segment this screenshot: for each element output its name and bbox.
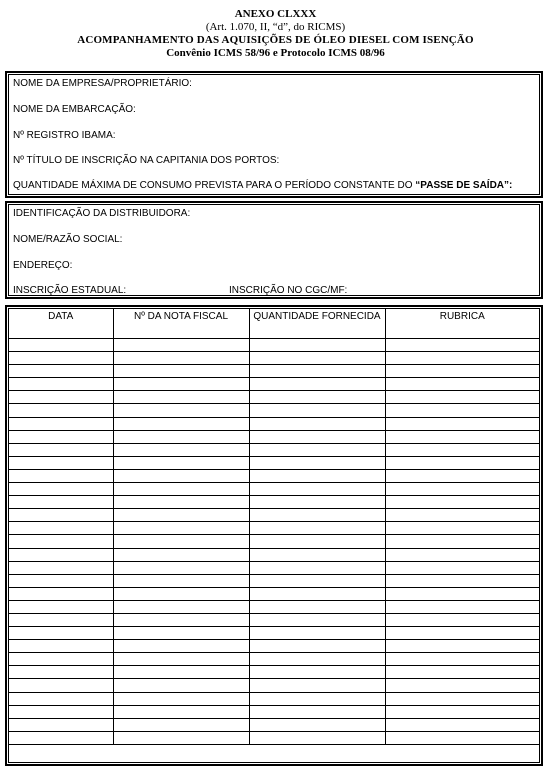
- table-row: [9, 430, 539, 443]
- quantity-cell[interactable]: [249, 352, 385, 365]
- signature-cell[interactable]: [385, 587, 539, 600]
- date-cell[interactable]: [9, 352, 113, 365]
- invoice-number-cell[interactable]: [113, 679, 249, 692]
- table-row: [9, 352, 539, 365]
- date-cell[interactable]: [9, 496, 113, 509]
- signature-cell[interactable]: [385, 679, 539, 692]
- date-cell[interactable]: [9, 443, 113, 456]
- quantity-cell[interactable]: [249, 718, 385, 731]
- signature-cell[interactable]: [385, 731, 539, 744]
- signature-cell[interactable]: [385, 430, 539, 443]
- table-row: [9, 496, 539, 509]
- invoice-number-cell[interactable]: [113, 535, 249, 548]
- table-row: [9, 705, 539, 718]
- date-cell[interactable]: [9, 640, 113, 653]
- signature-cell[interactable]: [385, 561, 539, 574]
- signature-cell[interactable]: [385, 627, 539, 640]
- date-cell[interactable]: [9, 679, 113, 692]
- date-cell[interactable]: [9, 378, 113, 391]
- invoice-number-cell[interactable]: [113, 731, 249, 744]
- cgc-registration-field[interactable]: INSCRIÇÃO NO CGC/MF:: [229, 285, 348, 296]
- max-consumption-colon: :: [509, 180, 513, 191]
- signature-cell[interactable]: [385, 548, 539, 561]
- distributor-name-field[interactable]: NOME/RAZÃO SOCIAL:: [13, 234, 123, 245]
- invoice-number-cell[interactable]: [113, 522, 249, 535]
- table-row: [9, 613, 539, 626]
- invoice-number-cell[interactable]: [113, 640, 249, 653]
- column-header-quantity: QUANTIDADE FORNECIDA: [249, 309, 385, 339]
- invoice-number-cell[interactable]: [113, 561, 249, 574]
- date-cell[interactable]: [9, 535, 113, 548]
- invoice-number-cell[interactable]: [113, 587, 249, 600]
- table-row: [9, 365, 539, 378]
- purchases-table-section: [5, 305, 543, 766]
- quantity-cell[interactable]: [249, 404, 385, 417]
- invoice-number-cell[interactable]: [113, 365, 249, 378]
- table-row: [9, 483, 539, 496]
- table-row: [9, 666, 539, 679]
- signature-cell[interactable]: [385, 496, 539, 509]
- quantity-cell[interactable]: [249, 692, 385, 705]
- quantity-cell[interactable]: [249, 430, 385, 443]
- exit-pass-emphasis: “PASSE DE SAÍDA”: [415, 180, 510, 191]
- date-cell[interactable]: [9, 469, 113, 482]
- invoice-number-cell[interactable]: [113, 692, 249, 705]
- signature-cell[interactable]: [385, 653, 539, 666]
- table-row: [9, 339, 539, 352]
- invoice-number-cell[interactable]: [113, 417, 249, 430]
- table-row: [9, 731, 539, 744]
- signature-cell[interactable]: [385, 391, 539, 404]
- invoice-number-cell[interactable]: [113, 600, 249, 613]
- invoice-number-cell[interactable]: [113, 443, 249, 456]
- table-row: [9, 692, 539, 705]
- table-row: [9, 535, 539, 548]
- table-row: [9, 391, 539, 404]
- table-row: [9, 509, 539, 522]
- date-cell[interactable]: [9, 339, 113, 352]
- invoice-number-cell[interactable]: [113, 456, 249, 469]
- quantity-cell[interactable]: [249, 548, 385, 561]
- quantity-cell[interactable]: [249, 339, 385, 352]
- date-cell[interactable]: [9, 483, 113, 496]
- quantity-cell[interactable]: [249, 496, 385, 509]
- signature-cell[interactable]: [385, 640, 539, 653]
- date-cell[interactable]: [9, 600, 113, 613]
- invoice-number-cell[interactable]: [113, 339, 249, 352]
- table-row: [9, 574, 539, 587]
- table-row: [9, 378, 539, 391]
- date-cell[interactable]: [9, 613, 113, 626]
- signature-cell[interactable]: [385, 483, 539, 496]
- quantity-cell[interactable]: [249, 640, 385, 653]
- column-header-signature: RUBRICA: [385, 309, 539, 339]
- table-row: [9, 404, 539, 417]
- signature-cell[interactable]: [385, 404, 539, 417]
- purchases-table: [9, 309, 539, 745]
- invoice-number-cell[interactable]: [113, 430, 249, 443]
- date-cell[interactable]: [9, 653, 113, 666]
- quantity-cell[interactable]: [249, 469, 385, 482]
- quantity-cell[interactable]: [249, 587, 385, 600]
- date-cell[interactable]: [9, 509, 113, 522]
- quantity-cell[interactable]: [249, 456, 385, 469]
- table-row: [9, 469, 539, 482]
- table-header-row: [9, 309, 539, 339]
- signature-cell[interactable]: [385, 417, 539, 430]
- quantity-cell[interactable]: [249, 535, 385, 548]
- form-heading: ACOMPANHAMENTO DAS AQUISIÇÕES DE ÓLEO DIESEL COM ISENÇÃO: [77, 34, 474, 46]
- signature-cell[interactable]: [385, 378, 539, 391]
- column-header-date: DATA: [9, 309, 113, 339]
- quantity-cell[interactable]: [249, 483, 385, 496]
- table-row: [9, 456, 539, 469]
- table-body: [9, 339, 539, 745]
- quantity-cell[interactable]: [249, 522, 385, 535]
- quantity-cell[interactable]: [249, 391, 385, 404]
- quantity-cell[interactable]: [249, 443, 385, 456]
- signature-cell[interactable]: [385, 509, 539, 522]
- invoice-number-cell[interactable]: [113, 391, 249, 404]
- distributor-address-field[interactable]: ENDEREÇO:: [13, 260, 73, 271]
- invoice-number-cell[interactable]: [113, 352, 249, 365]
- table-row: [9, 600, 539, 613]
- signature-cell[interactable]: [385, 522, 539, 535]
- date-cell[interactable]: [9, 456, 113, 469]
- quantity-cell[interactable]: [249, 705, 385, 718]
- date-cell[interactable]: [9, 404, 113, 417]
- table-row: [9, 522, 539, 535]
- port-authority-title-field[interactable]: Nº TÍTULO DE INSCRIÇÃO NA CAPITANIA DOS PORTOS:: [13, 155, 280, 166]
- invoice-number-cell[interactable]: [113, 469, 249, 482]
- date-cell[interactable]: [9, 574, 113, 587]
- signature-cell[interactable]: [385, 600, 539, 613]
- company-name-field[interactable]: NOME DA EMPRESA/PROPRIETÁRIO:: [13, 78, 192, 89]
- max-consumption-field[interactable]: [13, 180, 512, 191]
- column-header-invoice-number: Nº DA NOTA FISCAL: [113, 309, 249, 339]
- invoice-number-cell[interactable]: [113, 705, 249, 718]
- table-row: [9, 679, 539, 692]
- date-cell[interactable]: [9, 522, 113, 535]
- date-cell[interactable]: [9, 587, 113, 600]
- invoice-number-cell[interactable]: [113, 574, 249, 587]
- invoice-number-cell[interactable]: [113, 509, 249, 522]
- date-cell[interactable]: [9, 718, 113, 731]
- date-cell[interactable]: [9, 731, 113, 744]
- quantity-cell[interactable]: [249, 653, 385, 666]
- date-cell[interactable]: [9, 417, 113, 430]
- signature-cell[interactable]: [385, 666, 539, 679]
- invoice-number-cell[interactable]: [113, 496, 249, 509]
- legal-reference: Convênio ICMS 58/96 e Protocolo ICMS 08/96: [166, 47, 385, 59]
- date-cell[interactable]: [9, 430, 113, 443]
- distributor-section: [5, 201, 543, 299]
- quantity-cell[interactable]: [249, 365, 385, 378]
- signature-cell[interactable]: [385, 574, 539, 587]
- signature-cell[interactable]: [385, 535, 539, 548]
- date-cell[interactable]: [9, 561, 113, 574]
- signature-cell[interactable]: [385, 352, 539, 365]
- invoice-number-cell[interactable]: [113, 404, 249, 417]
- signature-cell[interactable]: [385, 705, 539, 718]
- signature-cell[interactable]: [385, 692, 539, 705]
- quantity-cell[interactable]: [249, 600, 385, 613]
- quantity-cell[interactable]: [249, 574, 385, 587]
- date-cell[interactable]: [9, 705, 113, 718]
- signature-cell[interactable]: [385, 339, 539, 352]
- annex-title: ANEXO CLXXX: [234, 8, 317, 20]
- date-cell[interactable]: [9, 627, 113, 640]
- table-row: [9, 718, 539, 731]
- company-section: [5, 71, 543, 198]
- quantity-cell[interactable]: [249, 679, 385, 692]
- vessel-name-field[interactable]: NOME DA EMBARCAÇÃO:: [13, 104, 136, 115]
- date-cell[interactable]: [9, 692, 113, 705]
- quantity-cell[interactable]: [249, 561, 385, 574]
- signature-cell[interactable]: [385, 613, 539, 626]
- table-row: [9, 561, 539, 574]
- table-row: [9, 640, 539, 653]
- invoice-number-cell[interactable]: [113, 718, 249, 731]
- quantity-cell[interactable]: [249, 666, 385, 679]
- table-row: [9, 417, 539, 430]
- document-header: [0, 8, 551, 60]
- table-row: [9, 653, 539, 666]
- date-cell[interactable]: [9, 391, 113, 404]
- quantity-cell[interactable]: [249, 378, 385, 391]
- table-row: [9, 627, 539, 640]
- table-row: [9, 443, 539, 456]
- signature-cell[interactable]: [385, 456, 539, 469]
- quantity-cell[interactable]: [249, 731, 385, 744]
- invoice-number-cell[interactable]: [113, 627, 249, 640]
- invoice-number-cell[interactable]: [113, 653, 249, 666]
- quantity-cell[interactable]: [249, 613, 385, 626]
- max-consumption-label: QUANTIDADE MÁXIMA DE CONSUMO PREVISTA PARA O PERÍODO CONSTANTE DO: [13, 180, 413, 191]
- date-cell[interactable]: [9, 548, 113, 561]
- table-row: [9, 548, 539, 561]
- table-row: [9, 587, 539, 600]
- signature-cell[interactable]: [385, 443, 539, 456]
- quantity-cell[interactable]: [249, 417, 385, 430]
- invoice-number-cell[interactable]: [113, 548, 249, 561]
- invoice-number-cell[interactable]: [113, 613, 249, 626]
- signature-cell[interactable]: [385, 365, 539, 378]
- date-cell[interactable]: [9, 666, 113, 679]
- annex-subtitle: (Art. 1.070, II, “d”, do RICMS): [205, 21, 346, 33]
- signature-cell[interactable]: [385, 718, 539, 731]
- date-cell[interactable]: [9, 365, 113, 378]
- invoice-number-cell[interactable]: [113, 666, 249, 679]
- signature-cell[interactable]: [385, 469, 539, 482]
- ibama-registration-field[interactable]: Nº REGISTRO IBAMA:: [13, 130, 116, 141]
- quantity-cell[interactable]: [249, 509, 385, 522]
- state-registration-field[interactable]: INSCRIÇÃO ESTADUAL:: [13, 285, 127, 296]
- distributor-identification-label: IDENTIFICAÇÃO DA DISTRIBUIDORA:: [13, 208, 191, 219]
- invoice-number-cell[interactable]: [113, 483, 249, 496]
- quantity-cell[interactable]: [249, 627, 385, 640]
- invoice-number-cell[interactable]: [113, 378, 249, 391]
